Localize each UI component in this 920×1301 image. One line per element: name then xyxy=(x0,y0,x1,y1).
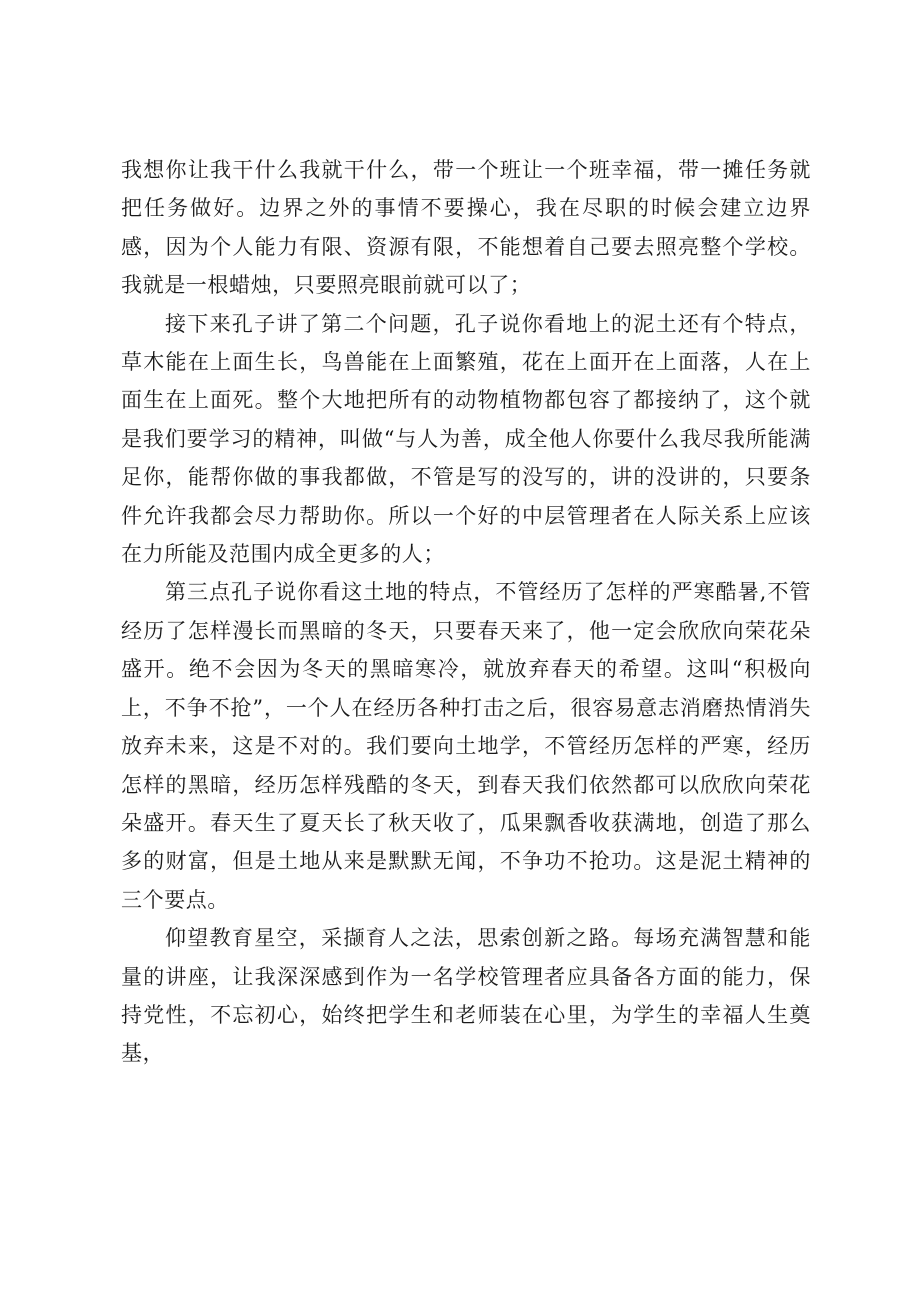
document-body xyxy=(121,151,811,1073)
paragraph-third-point: 第三点孔子说你看这土地的特点，不管经历了怎样的严寒酷暑,不管经历了怎样漫长而黑暗的冬天，只要春天来了，他一定会欣欣向荣花朵盛开。绝不会因为冬天的黑暗寒冷，就放弃春天的希望。这叫“积极向上，不争不抢”，一个人在经历各种打击之后，很容易意志消磨热情消失放弃未来，这是不对的。我们要向土地学，不管经历怎样的严寒，经历怎样的黑暗，经历怎样残酷的冬天，到春天我们依然都可以欣欣向荣花朵盛开。春天生了夏天长了秋天收了，瓜果飘香收获满地，创造了那么多的财富，但是土地从来是默默无闻，不争功不抢功。这是泥土精神的三个要点。 xyxy=(121,580,811,912)
paragraph-candle: 我想你让我干什么我就干什么，带一个班让一个班幸福，带一摊任务就把任务做好。边界之外的事情不要操心，我在尽职的时候会建立边界感，因为个人能力有限、资源有限，不能想着自己要去照亮整个学校。我就是一根蜡烛，只要照亮眼前就可以了； xyxy=(121,158,811,298)
paragraph-reflection: 仰望教育星空，采撷育人之法，思索创新之路。每场充满智慧和能量的讲座，让我深深感到作为一名学校管理者应具备各方面的能力，保持党性，不忘初心，始终把学生和老师装在心里，为学生的幸福人生奠基， xyxy=(121,926,811,1066)
paragraph-second-point: 接下来孔子讲了第二个问题，孔子说你看地上的泥土还有个特点，草木能在上面生长，鸟兽能在上面繁殖，花在上面开在上面落，人在上面生在上面死。整个大地把所有的动物植物都包容了都接纳了，这个就是我们要学习的精神，叫做“与人为善，成全他人你要什么我尽我所能满足你，能帮你做的事我都做，不管是写的没写的，讲的没讲的，只要条件允许我都会尽力帮助你。所以一个好的中层管理者在人际关系上应该在力所能及范围内成全更多的人； xyxy=(121,311,811,567)
